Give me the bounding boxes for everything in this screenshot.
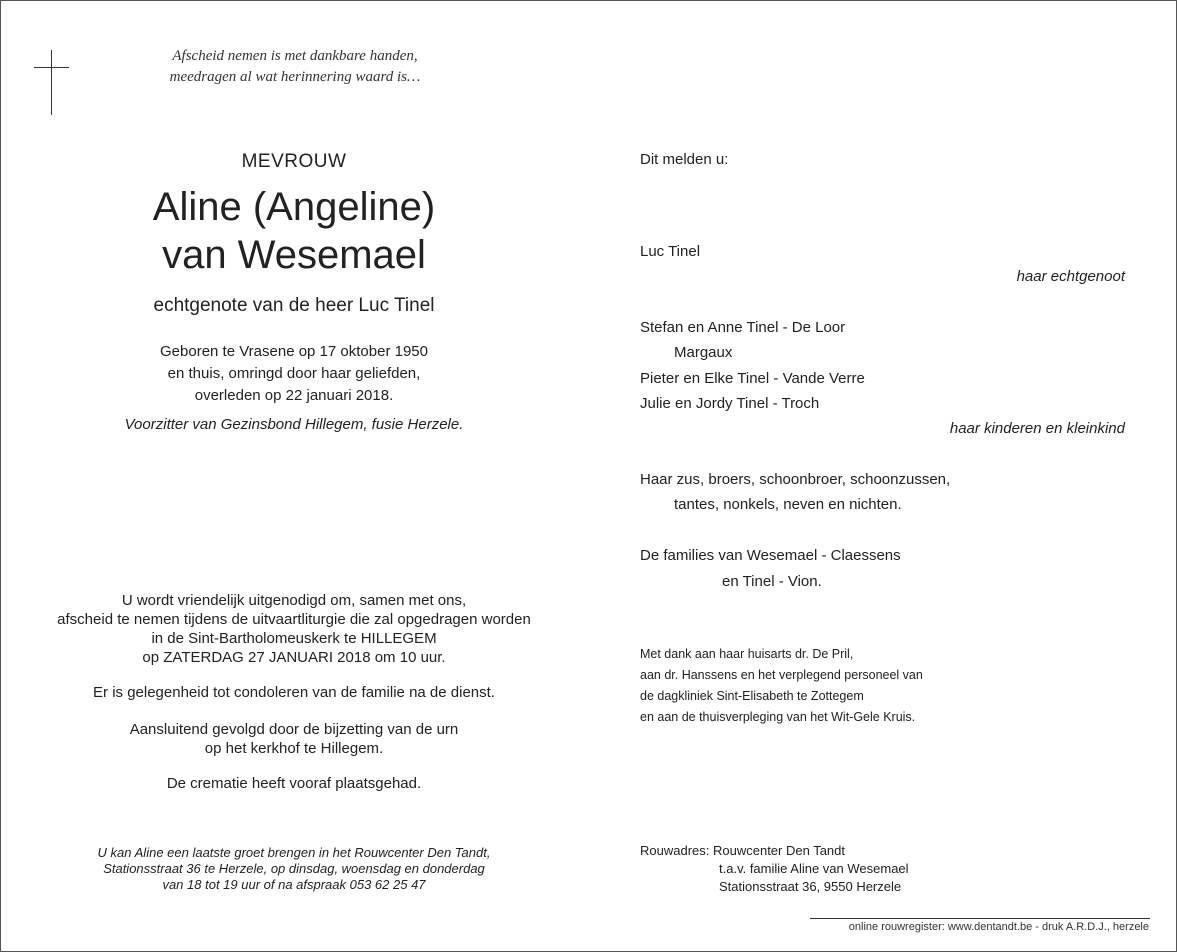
intro-line: Dit melden u: bbox=[640, 151, 729, 168]
children-role: haar kinderen en kleinkind bbox=[949, 420, 1125, 437]
child-line: Stefan en Anne Tinel - De Loor bbox=[640, 319, 846, 336]
motto-line: meedragen al wat herinnering waard is… bbox=[169, 69, 421, 85]
motto-line: Afscheid nemen is met dankbare handen, bbox=[172, 48, 418, 64]
cremation-note: De crematie heeft vooraf plaatsgehad. bbox=[166, 775, 422, 792]
invite-line: op ZATERDAG 27 JANUARI 2018 om 10 uur. bbox=[142, 649, 446, 666]
name-line: van Wesemael bbox=[162, 233, 426, 277]
interment-line: Aansluitend gevolgd door de bijzetting van de urn bbox=[129, 721, 459, 738]
funeral-home-line: van 18 tot 19 uur of na afspraak 053 62 25 47 bbox=[162, 877, 426, 892]
mourning-address bbox=[640, 842, 909, 896]
families-line: De families van Wesemael - Claessens bbox=[640, 547, 901, 564]
relatives-line: Haar zus, broers, schoonbroer, schoonzussen, bbox=[640, 471, 951, 488]
thanks-line: Met dank aan haar huisarts dr. De Pril, bbox=[640, 647, 854, 661]
invite-line: afscheid te nemen tijdens de uitvaartliturgie die zal opgedragen worden bbox=[57, 611, 531, 628]
info-line: en thuis, omringd door haar geliefden, bbox=[167, 365, 421, 382]
role-line: Voorzitter van Gezinsbond Hillegem, fusie Herzele. bbox=[124, 416, 464, 433]
deceased-name bbox=[24, 183, 564, 279]
name-line: Aline (Angeline) bbox=[152, 185, 436, 229]
grandchild-line: Margaux bbox=[674, 344, 733, 361]
families-line: en Tinel - Vion. bbox=[722, 573, 822, 590]
address-line: Stationsstraat 36, 9550 Herzele bbox=[719, 879, 902, 894]
invitation bbox=[24, 591, 564, 667]
info-line: overleden op 22 januari 2018. bbox=[194, 387, 394, 404]
address-line: t.a.v. familie Aline van Wesemael bbox=[719, 861, 909, 876]
spouse-role: haar echtgenoot bbox=[1016, 268, 1125, 285]
spouse-name: Luc Tinel bbox=[640, 243, 701, 260]
motto bbox=[95, 46, 495, 88]
child-line: Pieter en Elke Tinel - Vande Verre bbox=[640, 370, 865, 387]
info-line: Geboren te Vrasene op 17 oktober 1950 bbox=[160, 343, 428, 360]
thanks-line: en aan de thuisverpleging van het Wit-Gele Kruis. bbox=[640, 710, 916, 724]
address-label: Rouwadres: bbox=[640, 843, 710, 858]
condolence-note: Er is gelegenheid tot condoleren van de familie na de dienst. bbox=[93, 684, 495, 701]
child-line: Julie en Jordy Tinel - Troch bbox=[640, 395, 820, 412]
thanks-line: aan dr. Hanssens en het verplegend personeel van bbox=[640, 668, 923, 682]
address-line: Rouwcenter Den Tandt bbox=[713, 843, 846, 858]
thanks-line: de dagkliniek Sint-Elisabeth te Zottegem bbox=[640, 689, 864, 703]
footer-text: online rouwregister: www.dentandt.be - druk A.R.D.J., herzele bbox=[848, 921, 1149, 933]
funeral-home-note bbox=[24, 845, 564, 893]
funeral-home-line: U kan Aline een laatste groet brengen in het Rouwcenter Den Tandt, bbox=[97, 845, 491, 860]
salutation: MEVROUW bbox=[241, 151, 347, 172]
footer-divider bbox=[810, 918, 1150, 919]
interment-note bbox=[24, 720, 564, 758]
relatives-line: tantes, nonkels, neven en nichten. bbox=[674, 496, 902, 513]
birth-death-info bbox=[24, 341, 564, 407]
invite-line: U wordt vriendelijk uitgenodigd om, samen met ons, bbox=[121, 592, 467, 609]
funeral-home-line: Stationsstraat 36 te Herzele, op dinsdag, woensdag en donderdag bbox=[103, 861, 485, 876]
invite-line: in de Sint-Bartholomeuskerk te HILLEGEM bbox=[151, 630, 437, 647]
interment-line: op het kerkhof te Hillegem. bbox=[204, 740, 384, 757]
thanks-note bbox=[640, 644, 923, 728]
spouse-line: echtgenote van de heer Luc Tinel bbox=[153, 295, 435, 316]
